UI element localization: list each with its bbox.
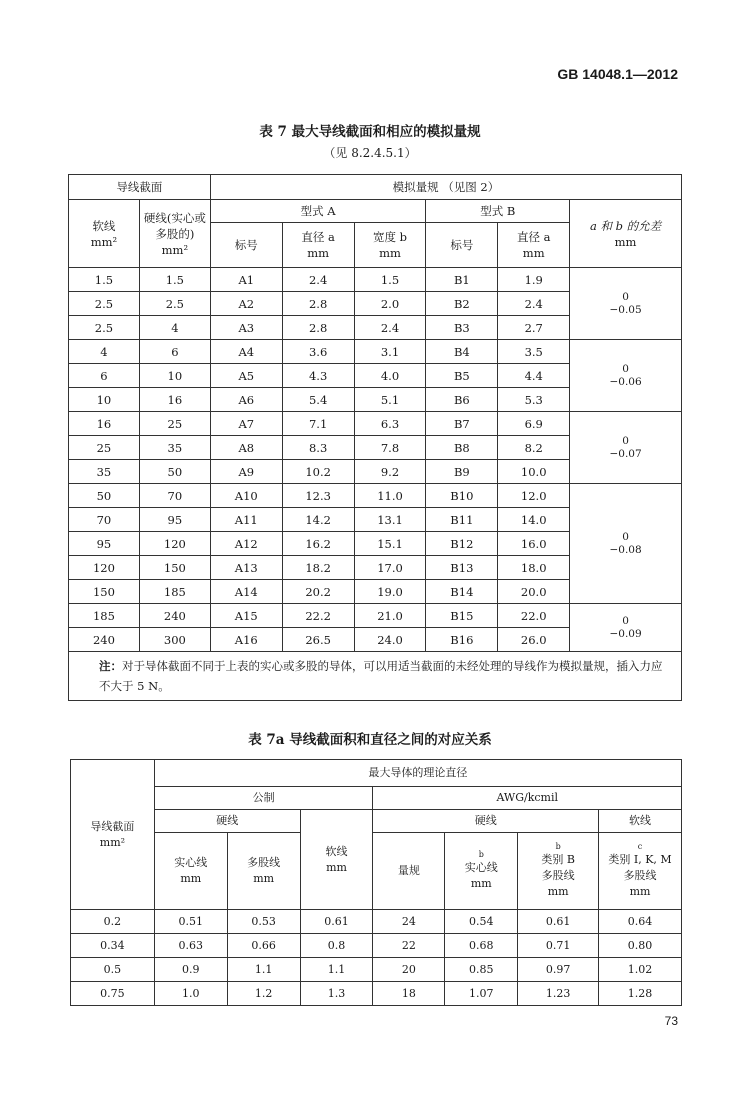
table-cell: 1.1 xyxy=(227,958,300,982)
table-cell: 1.1 xyxy=(300,958,373,982)
header-awg-rigid: 硬线 xyxy=(373,810,599,833)
table-cell: 2.4 xyxy=(354,316,426,340)
header-metric: 公制 xyxy=(154,787,373,810)
table-cell: 12.3 xyxy=(282,484,354,508)
table-cell: 1.3 xyxy=(300,982,373,1006)
table-cell: 22.0 xyxy=(498,604,570,628)
table-cell: 22.2 xyxy=(282,604,354,628)
table-cell: 1.07 xyxy=(445,982,518,1006)
table-cell: 22 xyxy=(373,934,445,958)
table-cell: 6 xyxy=(69,364,140,388)
header-type-a: 型式 A xyxy=(210,200,426,223)
table-cell: B14 xyxy=(426,580,498,604)
table-cell: 20 xyxy=(373,958,445,982)
table-cell: 26.5 xyxy=(282,628,354,652)
table-cell: 300 xyxy=(139,628,210,652)
header-solid: 实心线 mm xyxy=(154,833,227,910)
table-cell: 70 xyxy=(69,508,140,532)
table-cell: 25 xyxy=(139,412,210,436)
table-cell: 1.23 xyxy=(518,982,599,1006)
table-cell: 185 xyxy=(139,580,210,604)
table-cell: 3.1 xyxy=(354,340,426,364)
tolerance-cell: 0 −0.09 xyxy=(570,604,682,652)
tolerance-cell: 0 −0.05 xyxy=(570,268,682,340)
table-cell: 3.6 xyxy=(282,340,354,364)
table7 xyxy=(68,174,682,701)
header-diameter-a: 直径 a mm xyxy=(282,223,354,268)
header-conductor-section: 导线截面 xyxy=(69,175,211,200)
table-cell: 5.1 xyxy=(354,388,426,412)
table-cell: 35 xyxy=(139,436,210,460)
table-cell: 0.2 xyxy=(71,910,155,934)
table-cell: A14 xyxy=(210,580,282,604)
header-width-b: 宽度 b mm xyxy=(354,223,426,268)
table-cell: 26.0 xyxy=(498,628,570,652)
table-cell: 13.1 xyxy=(354,508,426,532)
header-awg-solid: b 实心线 mm xyxy=(445,833,518,910)
table-cell: A10 xyxy=(210,484,282,508)
table-cell: 4.4 xyxy=(498,364,570,388)
table-cell: 35 xyxy=(69,460,140,484)
table-cell: 24 xyxy=(373,910,445,934)
table-cell: 2.4 xyxy=(498,292,570,316)
table-row xyxy=(69,604,682,628)
table-cell: 16.2 xyxy=(282,532,354,556)
table7-note: 注：对于导体截面不同于上表的实心或多股的导体，可以用适当截面的未经处理的导线作为模拟量规，插入力应不大于 5 N。 xyxy=(69,652,682,701)
table-cell: 7.1 xyxy=(282,412,354,436)
table-cell: 14.0 xyxy=(498,508,570,532)
table-cell: 0.97 xyxy=(518,958,599,982)
header-rigid: 硬线(实心或多股的) mm² xyxy=(139,200,210,268)
table-cell: 8.2 xyxy=(498,436,570,460)
table-cell: 0.51 xyxy=(154,910,227,934)
table-cell: 25 xyxy=(69,436,140,460)
header-gauge: 量规 xyxy=(373,833,445,910)
table-cell: 0.71 xyxy=(518,934,599,958)
table-cell: 0.8 xyxy=(300,934,373,958)
table-cell: 0.61 xyxy=(300,910,373,934)
table7a-body xyxy=(71,910,682,1006)
table-cell: 2.7 xyxy=(498,316,570,340)
table-row xyxy=(71,958,682,982)
table-cell: 18.0 xyxy=(498,556,570,580)
table-cell: 0.5 xyxy=(71,958,155,982)
table-cell: 17.0 xyxy=(354,556,426,580)
table-cell: 0.63 xyxy=(154,934,227,958)
header-diameter-b: 直径 a mm xyxy=(498,223,570,268)
table-row xyxy=(69,340,682,364)
table-cell: 18.2 xyxy=(282,556,354,580)
table-cell: A5 xyxy=(210,364,282,388)
table-cell: 185 xyxy=(69,604,140,628)
tolerance-cell: 0 −0.07 xyxy=(570,412,682,484)
table-cell: 14.2 xyxy=(282,508,354,532)
table-cell: 2.5 xyxy=(69,292,140,316)
table-cell: 20.0 xyxy=(498,580,570,604)
table-cell: 0.53 xyxy=(227,910,300,934)
table-cell: 5.4 xyxy=(282,388,354,412)
table-cell: B8 xyxy=(426,436,498,460)
table-cell: 95 xyxy=(69,532,140,556)
table-cell: A7 xyxy=(210,412,282,436)
table-cell: 120 xyxy=(139,532,210,556)
table-cell: 0.68 xyxy=(445,934,518,958)
table-cell: 0.34 xyxy=(71,934,155,958)
table-cell: 4 xyxy=(139,316,210,340)
header-mark-a: 标号 xyxy=(210,223,282,268)
table-cell: 1.0 xyxy=(154,982,227,1006)
table-cell: 4 xyxy=(69,340,140,364)
table-cell: 11.0 xyxy=(354,484,426,508)
header-class-b: b 类别 B 多股线 mm xyxy=(518,833,599,910)
table-cell: 12.0 xyxy=(498,484,570,508)
table-cell: A4 xyxy=(210,340,282,364)
table-row xyxy=(69,484,682,508)
table-cell: 21.0 xyxy=(354,604,426,628)
table-cell: 50 xyxy=(69,484,140,508)
table-cell: 150 xyxy=(69,580,140,604)
table-cell: 1.5 xyxy=(69,268,140,292)
table-cell: 0.66 xyxy=(227,934,300,958)
header-type-b: 型式 B xyxy=(426,200,570,223)
table-cell: 1.5 xyxy=(139,268,210,292)
table-cell: B10 xyxy=(426,484,498,508)
table-cell: 16 xyxy=(69,412,140,436)
header-awg: AWG/kcmil xyxy=(373,787,682,810)
header-section-area: 导线截面 mm² xyxy=(71,760,155,910)
table-cell: 9.2 xyxy=(354,460,426,484)
table-cell: A16 xyxy=(210,628,282,652)
table-cell: 2.4 xyxy=(282,268,354,292)
table-cell: B15 xyxy=(426,604,498,628)
table-cell: 15.1 xyxy=(354,532,426,556)
table-cell: 0.75 xyxy=(71,982,155,1006)
table-cell: 19.0 xyxy=(354,580,426,604)
header-flexible: 软线 mm² xyxy=(69,200,140,268)
table7-body xyxy=(69,268,682,652)
table-cell: 16.0 xyxy=(498,532,570,556)
table-cell: 0.85 xyxy=(445,958,518,982)
table-cell: 2.5 xyxy=(69,316,140,340)
table-cell: 6 xyxy=(139,340,210,364)
table-cell: 95 xyxy=(139,508,210,532)
table-cell: 1.02 xyxy=(599,958,682,982)
table-cell: A9 xyxy=(210,460,282,484)
table-cell: 5.3 xyxy=(498,388,570,412)
header-theoretical-diameter: 最大导体的理论直径 xyxy=(154,760,681,787)
table-cell: B16 xyxy=(426,628,498,652)
table-cell: 2.8 xyxy=(282,316,354,340)
table-cell: B9 xyxy=(426,460,498,484)
table-cell: 2.5 xyxy=(139,292,210,316)
table7-title: 表 7 最大导线截面和相应的模拟量规 xyxy=(259,124,481,140)
table-cell: 4.0 xyxy=(354,364,426,388)
table-cell: 4.3 xyxy=(282,364,354,388)
table-cell: 1.28 xyxy=(599,982,682,1006)
page-number: 73 xyxy=(664,1014,678,1028)
table-cell: A6 xyxy=(210,388,282,412)
standard-number: GB 14048.1—2012 xyxy=(557,66,678,82)
table-cell: B7 xyxy=(426,412,498,436)
table-cell: 70 xyxy=(139,484,210,508)
table-cell: B5 xyxy=(426,364,498,388)
table-cell: 0.80 xyxy=(599,934,682,958)
table-row xyxy=(69,268,682,292)
table-cell: A3 xyxy=(210,316,282,340)
table-cell: A2 xyxy=(210,292,282,316)
table-cell: 120 xyxy=(69,556,140,580)
tolerance-cell: 0 −0.06 xyxy=(570,340,682,412)
header-stranded: 多股线 mm xyxy=(227,833,300,910)
table-cell: 24.0 xyxy=(354,628,426,652)
table-cell: 8.3 xyxy=(282,436,354,460)
table-cell: 0.61 xyxy=(518,910,599,934)
table-cell: B4 xyxy=(426,340,498,364)
table-cell: 6.3 xyxy=(354,412,426,436)
table-cell: A11 xyxy=(210,508,282,532)
table-cell: 10 xyxy=(139,364,210,388)
table-cell: 2.0 xyxy=(354,292,426,316)
table-cell: A12 xyxy=(210,532,282,556)
table7a xyxy=(70,759,682,1006)
table-cell: 10.0 xyxy=(498,460,570,484)
header-awg-flexible: 软线 xyxy=(599,810,682,833)
table-cell: 2.8 xyxy=(282,292,354,316)
header-class-ikm: c 类别 I, K, M 多股线 mm xyxy=(599,833,682,910)
table-cell: 0.64 xyxy=(599,910,682,934)
header-metric-flexible: 软线 mm xyxy=(300,810,373,910)
table-cell: 1.5 xyxy=(354,268,426,292)
table-cell: 240 xyxy=(69,628,140,652)
table-cell: 50 xyxy=(139,460,210,484)
table-cell: A8 xyxy=(210,436,282,460)
table-cell: 6.9 xyxy=(498,412,570,436)
table-cell: 240 xyxy=(139,604,210,628)
header-tolerance: a 和 b 的允差 mm xyxy=(570,200,682,268)
table-cell: 18 xyxy=(373,982,445,1006)
table-cell: 0.54 xyxy=(445,910,518,934)
table-cell: B6 xyxy=(426,388,498,412)
table-cell: B3 xyxy=(426,316,498,340)
table-cell: 10.2 xyxy=(282,460,354,484)
table7a-title: 表 7a 导线截面积和直径之间的对应关系 xyxy=(248,732,492,748)
table-cell: 150 xyxy=(139,556,210,580)
header-metric-rigid: 硬线 xyxy=(154,810,300,833)
table-cell: 7.8 xyxy=(354,436,426,460)
table-cell: B13 xyxy=(426,556,498,580)
table-cell: B11 xyxy=(426,508,498,532)
header-analog-gauge: 模拟量规 （见图 2） xyxy=(210,175,681,200)
table-cell: 1.2 xyxy=(227,982,300,1006)
table-cell: B12 xyxy=(426,532,498,556)
header-mark-b: 标号 xyxy=(426,223,498,268)
table-cell: 20.2 xyxy=(282,580,354,604)
table-row xyxy=(69,412,682,436)
table-cell: 0.9 xyxy=(154,958,227,982)
table-cell: A1 xyxy=(210,268,282,292)
table-row xyxy=(71,910,682,934)
table7-subtitle: （见 8.2.4.5.1） xyxy=(323,146,417,160)
table-cell: 1.9 xyxy=(498,268,570,292)
tolerance-cell: 0 −0.08 xyxy=(570,484,682,604)
table-row xyxy=(71,982,682,1006)
table-cell: B2 xyxy=(426,292,498,316)
table-cell: 16 xyxy=(139,388,210,412)
table-cell: A13 xyxy=(210,556,282,580)
table-cell: 10 xyxy=(69,388,140,412)
table-row xyxy=(71,934,682,958)
table-cell: B1 xyxy=(426,268,498,292)
table-cell: A15 xyxy=(210,604,282,628)
table-cell: 3.5 xyxy=(498,340,570,364)
